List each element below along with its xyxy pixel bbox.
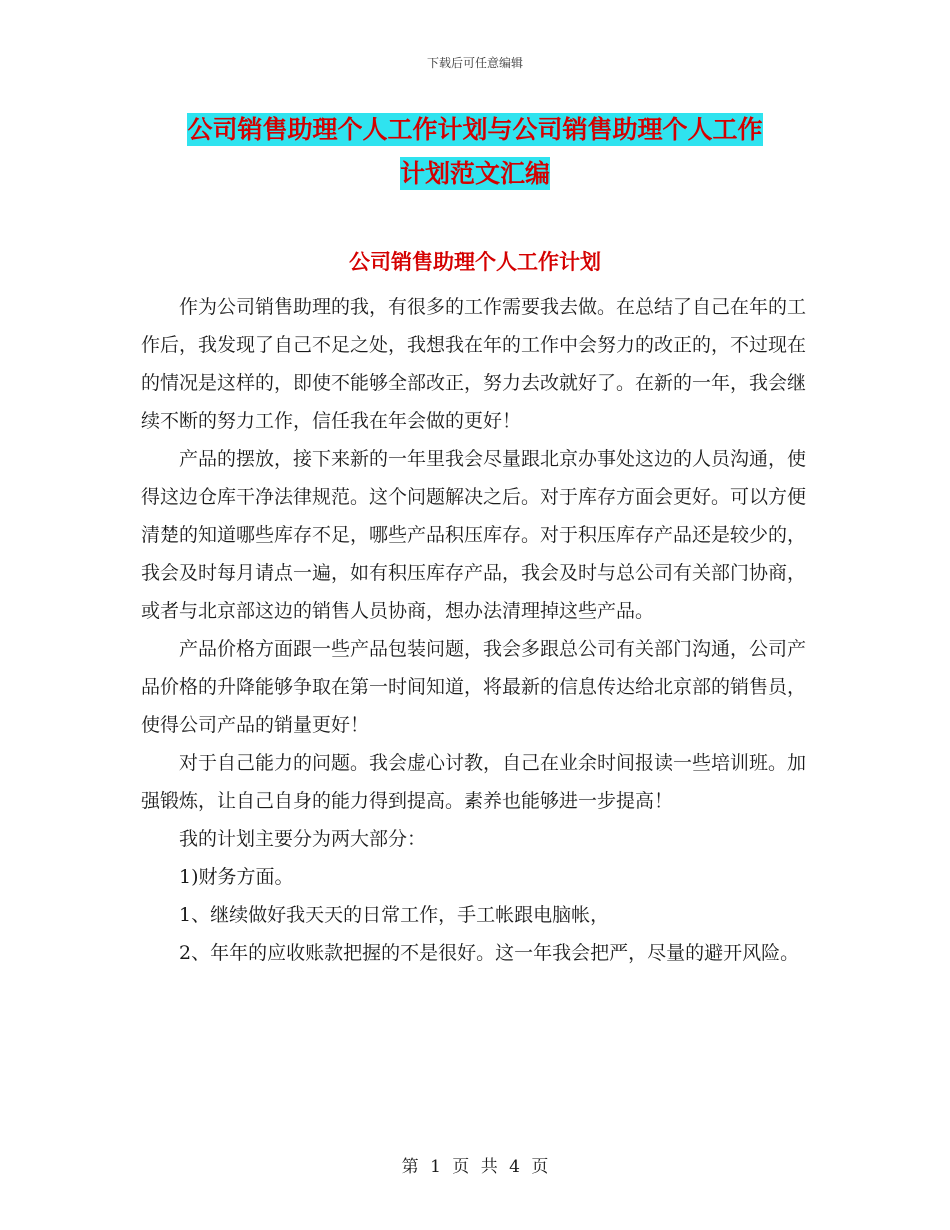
paragraph: 产品价格方面跟一些产品包装问题，我会多跟总公司有关部门沟通，公司产品价格的升降能够争取在第一时间知道，将最新的信息传达给北京部的销售员，使得公司产品的销量更好！ [141,638,807,736]
document-title [140,108,810,196]
section-title: 公司销售助理个人工作计划 [349,249,601,274]
document-title-line-1: 公司销售助理个人工作计划与公司销售助理个人工作 [187,115,763,144]
paragraph: 产品的摆放，接下来新的一年里我会尽量跟北京办事处这边的人员沟通，使得这边仓库干净法律规范。这个问题解决之后。对于库存方面会更好。可以方便清楚的知道哪些库存不足，哪些产品积压库存。对于积压库存产品还是较少的，我会及时每月请点一遍，如有积压库存产品，我会及时与总公司有关部门协商，或者与北京部这边的销售人员协商，想办法清理掉这些产品。 [141,448,807,622]
paragraph: 对于自己能力的问题。我会虚心讨教，自己在业余时间报读一些培训班。加强锻炼，让自己自身的能力得到提高。素养也能够进一步提高！ [141,752,807,812]
page-number-footer: 第 1 页 共 4 页 [401,1157,549,1177]
document-title-line-2: 计划范文汇编 [399,159,550,188]
paragraph: 2、年年的应收账款把握的不是很好。这一年我会把严，尽量的避开风险。 [179,942,800,964]
paragraph: 我的计划主要分为两大部分： [179,828,427,850]
header-note: 下载后可任意编辑 [426,56,523,70]
paragraph: 1)财务方面。 [179,866,294,888]
paragraph: 作为公司销售助理的我，有很多的工作需要我去做。在总结了自己在年的工作后，我发现了自己不足之处，我想我在年的工作中会努力的改正的，不过现在的情况是这样的，即使不能够全部改正，努力去改就好了。在新的一年，我会继续不断的努力工作，信任我在年会做的更好！ [141,296,807,432]
body-text [141,288,806,972]
paragraph: 1、继续做好我天天的日常工作，手工帐跟电脑帐， [179,904,610,926]
